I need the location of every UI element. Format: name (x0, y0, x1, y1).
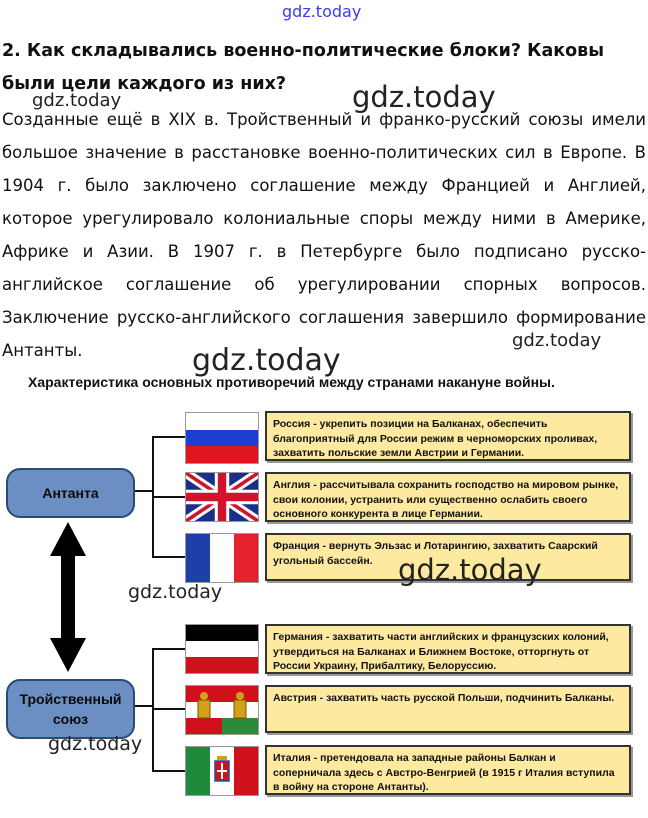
watermark: gdz.today (48, 733, 143, 755)
watermark: gdz.today (352, 80, 496, 114)
germany-flag (185, 624, 259, 674)
watermark: gdz.today (192, 343, 341, 378)
watermark: gdz.today (512, 330, 602, 351)
germany-goal: Германия - захватить части английских и французских колоний, утвердиться на Балканах и Ближнем Востоке, отторгнуть от России Украину, Прибалтику, Белоруссию. (265, 624, 631, 674)
connector-line (152, 496, 185, 498)
diagram-title: Характеристика основных противоречий между странами накануне войны. (28, 374, 555, 390)
italy-goal: Италия - претендовала на западные районы Балкан и соперничала здесь с Австро-Венгрией (в 1915 г Италия вступила в войну на стороне Антанты). (265, 745, 631, 795)
answer-paragraph: Созданные ещё в XIX в. Тройственный и франко-русский союзы имели большое значение в расстановке военно-политических сил в Европе. В 1904 г. было заключено соглашение между Францией и Англией, которое урегулировало колониальные споры между ними в Америке, Африке и Азии. В 1907 г. в Петербурге было подписано русско-английское соглашение об урегулировании спорных вопросов. Заключение русско-английского соглашения завершило формирование Антанты. (2, 110, 646, 360)
connector-line (152, 648, 185, 650)
watermark: gdz.today (32, 90, 122, 111)
uk-flag (185, 472, 259, 522)
austria-goal: Австрия - захватить часть русской Польши, подчинить Балканы. (265, 685, 631, 733)
connector-line (152, 708, 185, 710)
watermark: gdz.today (398, 553, 542, 587)
watermark: gdz.today (128, 581, 223, 603)
russia-flag (185, 412, 259, 464)
connector-line (152, 556, 185, 558)
watermark: gdz.today (282, 2, 362, 21)
entente-box: Антанта (6, 468, 135, 518)
austria-hungary-flag (185, 685, 259, 735)
connector-line (152, 648, 154, 772)
italy-flag (185, 746, 259, 796)
france-goal: Франция - вернуть Эльзас и Лотарингию, захватить Саарский угольный бассейн. (265, 533, 631, 581)
france-flag (185, 533, 259, 583)
double-arrow-icon (48, 522, 88, 672)
connector-line (152, 770, 185, 772)
connector-line (152, 436, 185, 438)
russia-goal: Россия - укрепить позиции на Балканах, обеспечить благоприятный для России режим в черноморских проливах, захватить польские земли Австрии и Германии. (265, 411, 631, 461)
uk-goal: Англия - рассчитывала сохранить господство на мировом рынке, свои колонии, устранить или существенно ослабить своего основного конкурента в лице Германии. (265, 472, 631, 522)
question-heading: 2. Как складывались военно-политические блоки? Каковы были цели каждого из них? (2, 41, 605, 94)
triple-alliance-box: Тройственный союз (6, 679, 135, 739)
